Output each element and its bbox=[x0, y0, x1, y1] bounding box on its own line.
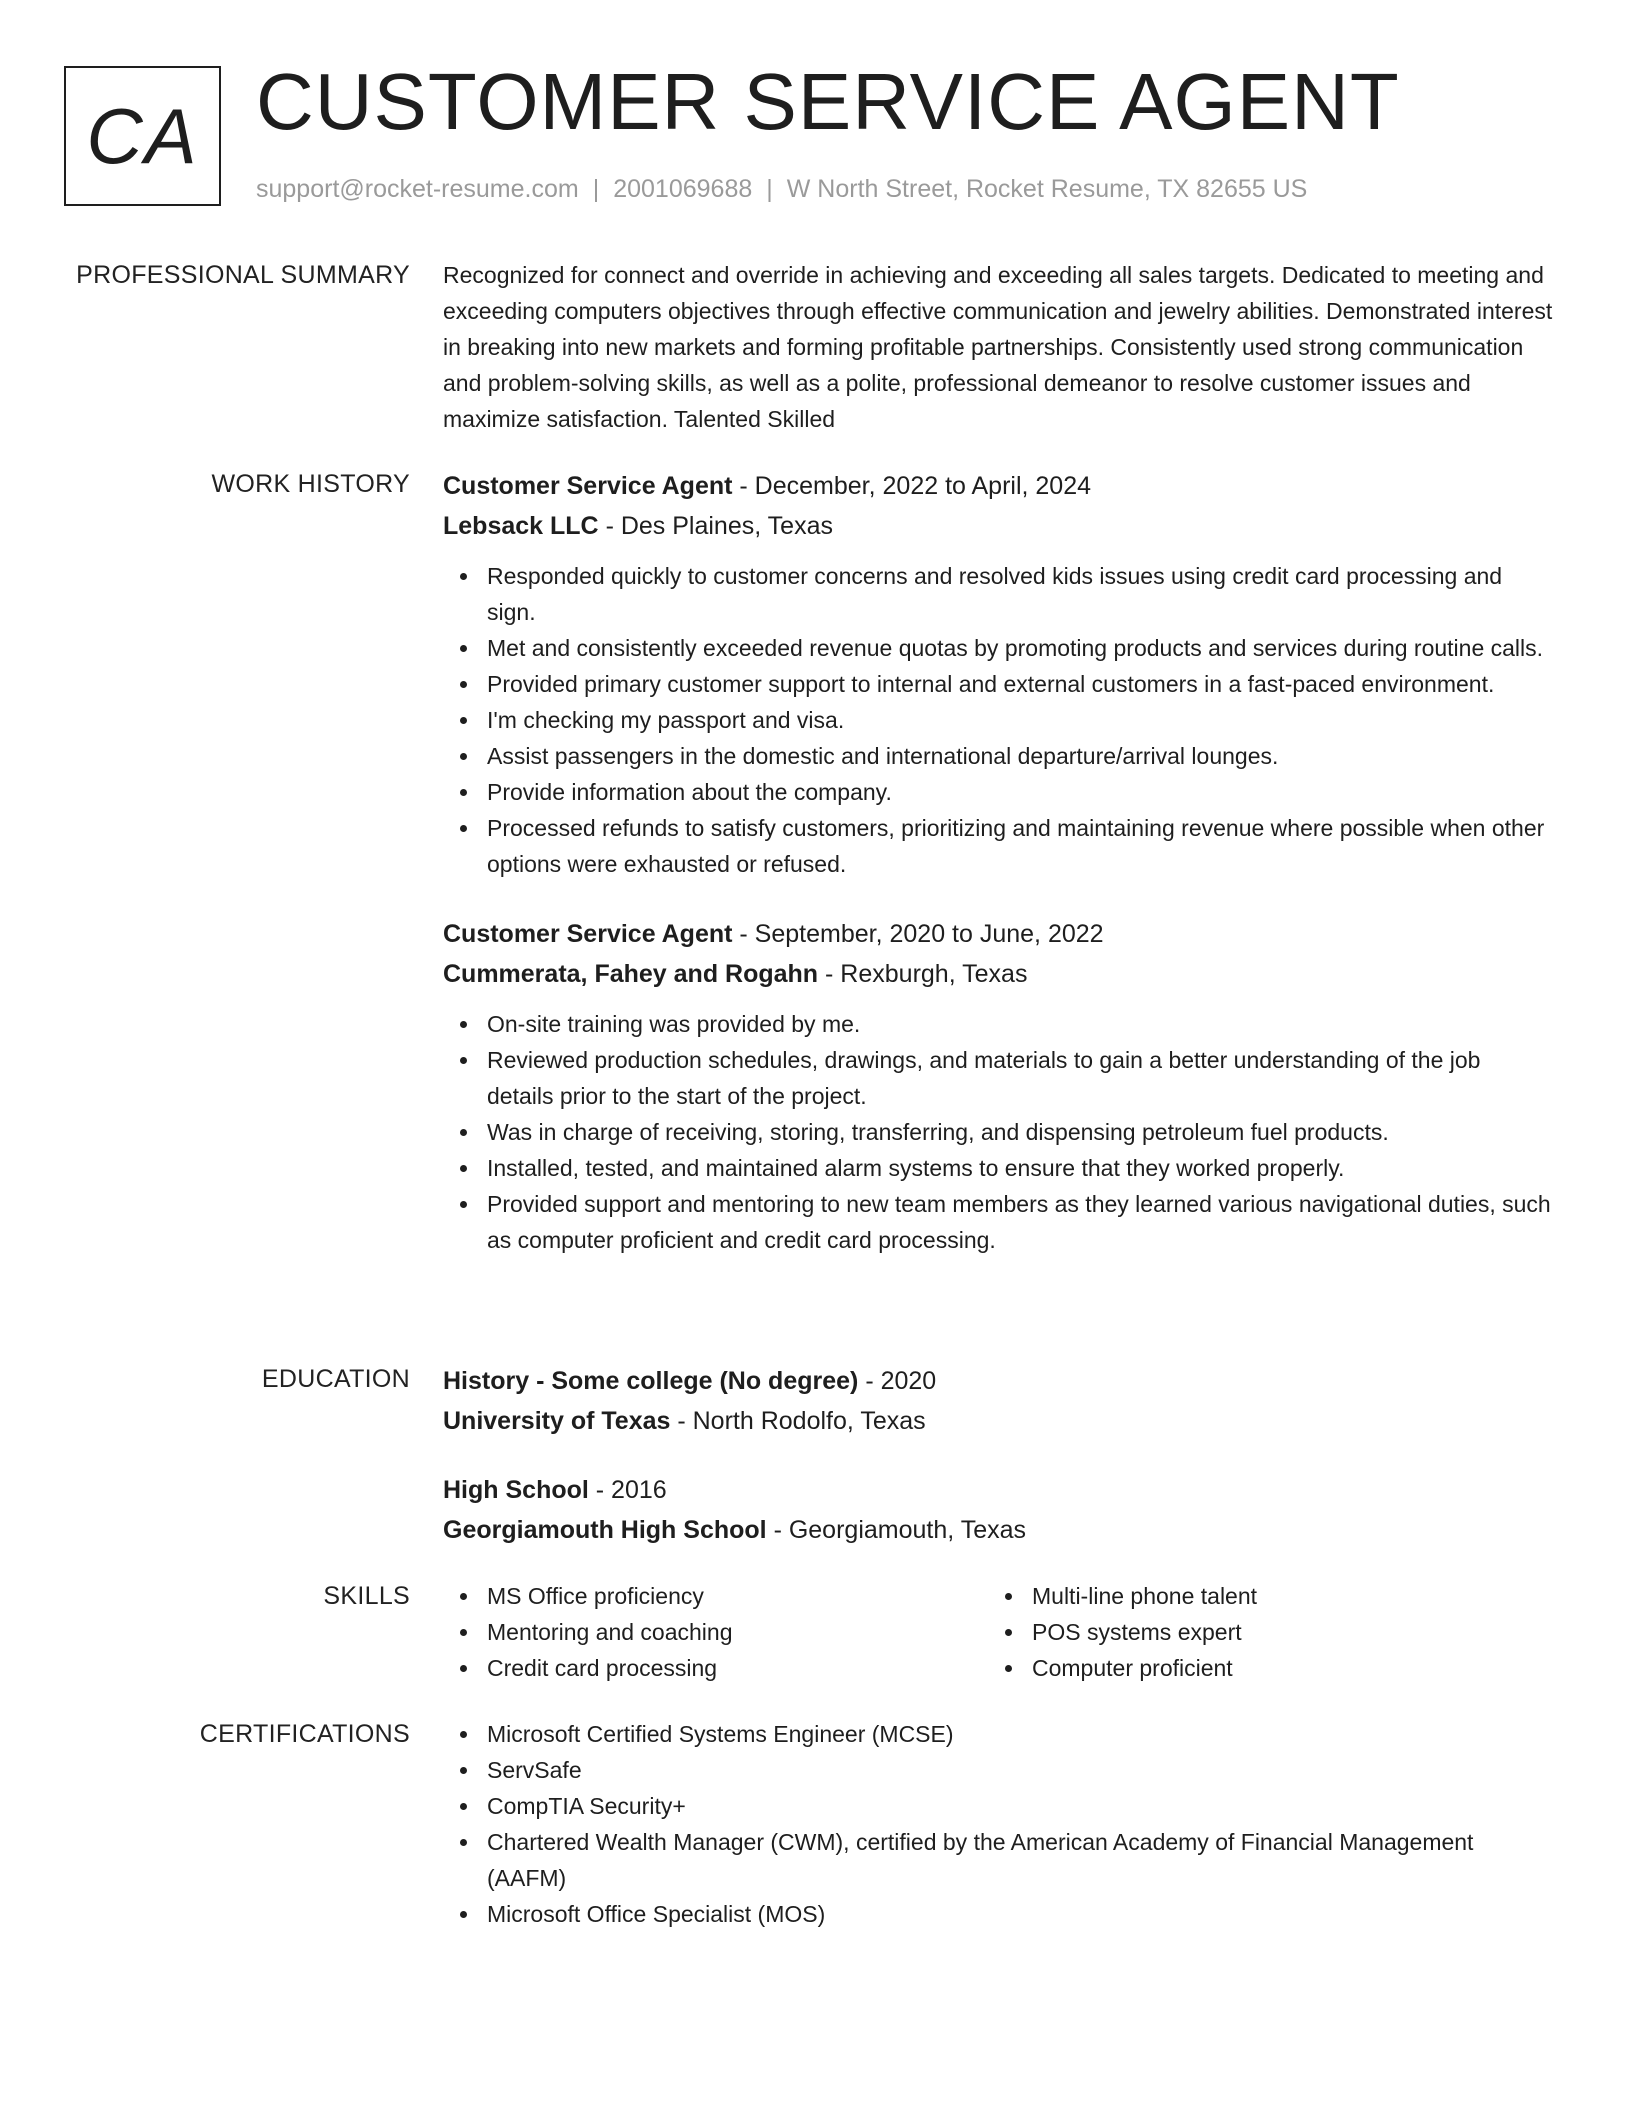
contact-line bbox=[256, 174, 1307, 204]
school: Georgiamouth High School bbox=[443, 1516, 767, 1544]
list-item: Credit card processing bbox=[443, 1650, 988, 1686]
section-title: SKILLS bbox=[323, 1582, 410, 1610]
job-location: - Rexburgh, Texas bbox=[825, 960, 1028, 988]
section-title: PROFESSIONAL SUMMARY bbox=[76, 261, 410, 289]
list-item: Computer proficient bbox=[988, 1650, 1533, 1686]
list-item: Responded quickly to customer concerns and resolved kids issues using credit card processing and sign. bbox=[443, 558, 1553, 630]
school-location: - North Rodolfo, Texas bbox=[677, 1407, 926, 1435]
contact-address: W North Street, Rocket Resume, TX 82655 US bbox=[786, 175, 1308, 203]
school-line bbox=[443, 1510, 1553, 1550]
list-item: Mentoring and coaching bbox=[443, 1614, 988, 1650]
list-item: I'm checking my passport and visa. bbox=[443, 702, 1553, 738]
list-item: Provide information about the company. bbox=[443, 774, 1553, 810]
summary-text: Recognized for connect and override in achieving and exceeding all sales targets. Dedicated to meeting and exceeding computers objectives through effective communication and jewelry abilities. Demonstrated interest in breaking into new markets and forming profitable partnerships. Consistently used strong communication and problem-solving skills, as well as a polite, professional demeanor to resolve customer issues and maximize satisfaction. Talented Skilled bbox=[443, 262, 1553, 432]
job-dates: - September, 2020 to June, 2022 bbox=[739, 920, 1104, 948]
school-line bbox=[443, 1401, 1553, 1441]
job-role: Customer Service Agent bbox=[443, 472, 733, 500]
section-title: CERTIFICATIONS bbox=[199, 1720, 410, 1748]
certifications-list bbox=[443, 1716, 1553, 1932]
degree: History - Some college (No degree) bbox=[443, 1367, 859, 1395]
list-item: POS systems expert bbox=[988, 1614, 1533, 1650]
job-title-line bbox=[443, 466, 1553, 506]
job-entry bbox=[443, 914, 1553, 1258]
list-item: On-site training was provided by me. bbox=[443, 1006, 1553, 1042]
degree: High School bbox=[443, 1476, 589, 1504]
contact-email[interactable]: support@rocket-resume.com bbox=[256, 175, 579, 203]
section-title: WORK HISTORY bbox=[211, 470, 410, 498]
job-company-line bbox=[443, 954, 1553, 994]
job-company: Cummerata, Fahey and Rogahn bbox=[443, 960, 819, 988]
job-title-line bbox=[443, 914, 1553, 954]
school-location: - Georgiamouth, Texas bbox=[773, 1516, 1027, 1544]
list-item: Provided primary customer support to internal and external customers in a fast-paced environment. bbox=[443, 666, 1553, 702]
job-company-line bbox=[443, 506, 1553, 546]
contact-separator: | bbox=[592, 175, 600, 203]
list-item: Was in charge of receiving, storing, transferring, and dispensing petroleum fuel products. bbox=[443, 1114, 1553, 1150]
list-item: MS Office proficiency bbox=[443, 1578, 988, 1614]
education-entry bbox=[443, 1470, 1553, 1550]
job-company: Lebsack LLC bbox=[443, 512, 599, 540]
section-body bbox=[443, 466, 1553, 1258]
list-item: Assist passengers in the domestic and international departure/arrival lounges. bbox=[443, 738, 1553, 774]
list-item: Multi-line phone talent bbox=[988, 1578, 1533, 1614]
section-body bbox=[443, 1361, 1553, 1550]
candidate-name: CUSTOMER SERVICE AGENT bbox=[256, 57, 1400, 146]
section-body bbox=[443, 1716, 1553, 1932]
list-item: ServSafe bbox=[443, 1752, 1553, 1788]
education-entry bbox=[443, 1361, 1553, 1441]
job-entry bbox=[443, 466, 1553, 882]
school: University of Texas bbox=[443, 1407, 671, 1435]
list-item: CompTIA Security+ bbox=[443, 1788, 1553, 1824]
skills-list-left bbox=[443, 1578, 988, 1686]
skills-columns bbox=[443, 1578, 1553, 1686]
degree-line bbox=[443, 1470, 1553, 1510]
job-duties-list bbox=[443, 1006, 1553, 1258]
skills-list-right bbox=[988, 1578, 1533, 1686]
section-title: EDUCATION bbox=[261, 1365, 410, 1393]
job-role: Customer Service Agent bbox=[443, 920, 733, 948]
contact-phone[interactable]: 2001069688 bbox=[613, 175, 753, 203]
job-dates: - December, 2022 to April, 2024 bbox=[739, 472, 1092, 500]
section-body bbox=[443, 257, 1553, 437]
initials-text: CA bbox=[86, 91, 199, 180]
list-item: Met and consistently exceeded revenue quotas by promoting products and services during routine calls. bbox=[443, 630, 1553, 666]
contact-separator: | bbox=[766, 175, 773, 203]
degree-line bbox=[443, 1361, 1553, 1401]
list-item: Reviewed production schedules, drawings, and materials to gain a better understanding of the job details prior to the start of the project. bbox=[443, 1042, 1553, 1114]
list-item: Provided support and mentoring to new team members as they learned various navigational duties, such as computer proficient and credit card processing. bbox=[443, 1186, 1553, 1258]
list-item: Installed, tested, and maintained alarm systems to ensure that they worked properly. bbox=[443, 1150, 1553, 1186]
degree-year: - 2020 bbox=[865, 1367, 937, 1395]
list-item: Processed refunds to satisfy customers, prioritizing and maintaining revenue where possible when other options were exhausted or refused. bbox=[443, 810, 1553, 882]
job-duties-list bbox=[443, 558, 1553, 882]
job-location: - Des Plaines, Texas bbox=[605, 512, 833, 540]
initials-monogram bbox=[64, 66, 221, 206]
degree-year: - 2016 bbox=[595, 1476, 667, 1504]
list-item: Microsoft Office Specialist (MOS) bbox=[443, 1896, 1553, 1932]
list-item: Microsoft Certified Systems Engineer (MCSE) bbox=[443, 1716, 1553, 1752]
list-item: Chartered Wealth Manager (CWM), certified by the American Academy of Financial Management (AAFM) bbox=[443, 1824, 1553, 1896]
